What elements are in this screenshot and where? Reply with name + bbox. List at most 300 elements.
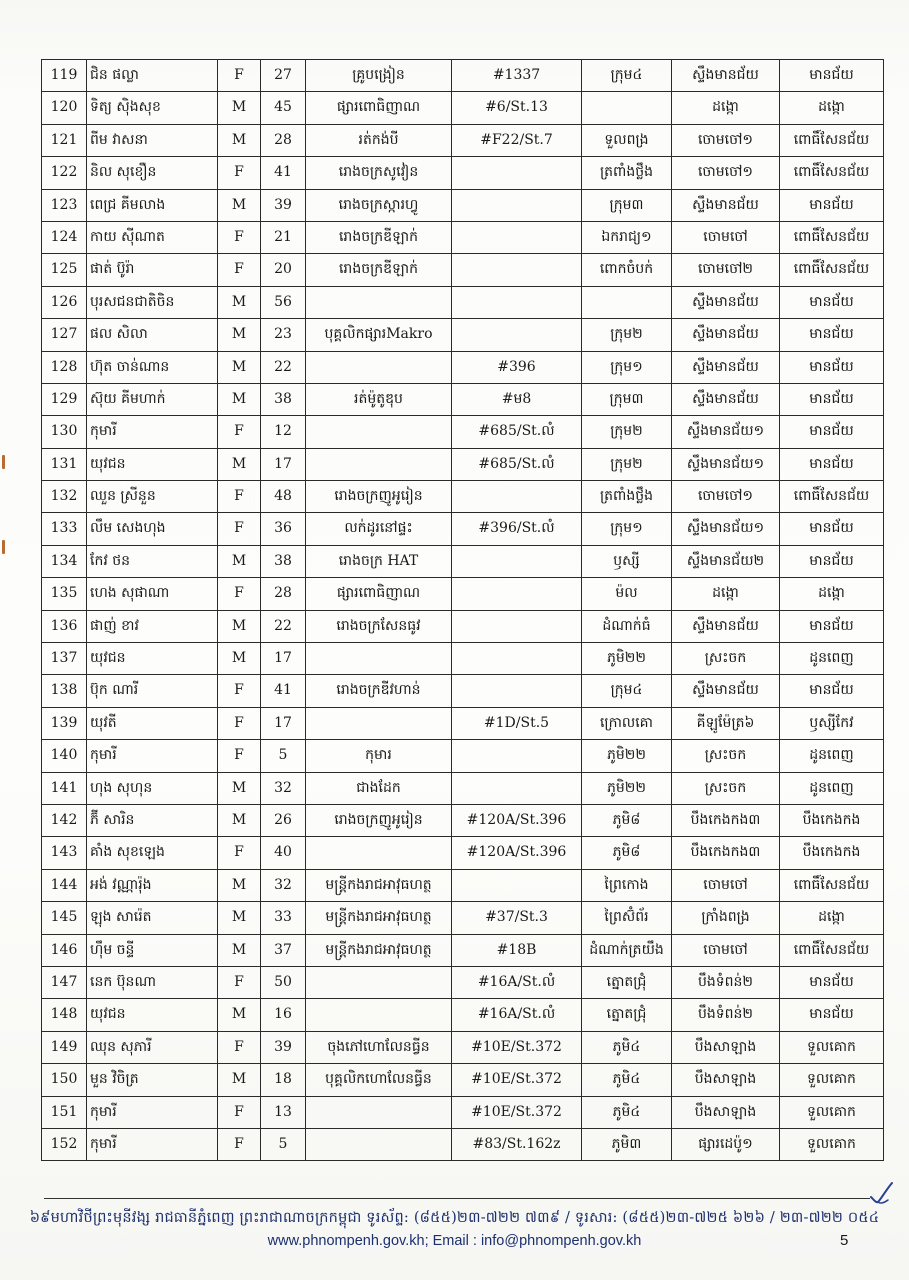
cell-age: 27 <box>261 60 306 92</box>
cell-street-location: ដំណាក់ធំ <box>582 610 672 642</box>
cell-person-name: គាំង សុខឡេង <box>87 837 218 869</box>
cell-age: 22 <box>261 610 306 642</box>
table-row <box>42 1128 884 1160</box>
cell-sex: F <box>218 837 261 869</box>
cell-row-number: 141 <box>42 772 87 804</box>
cell-commune: មានជ័យ <box>780 286 884 318</box>
cell-house-address <box>452 189 582 221</box>
cell-age: 41 <box>261 157 306 189</box>
cell-person-name: កុមារី <box>87 1096 218 1128</box>
table-row <box>42 934 884 966</box>
cell-row-number: 134 <box>42 545 87 577</box>
cell-age: 13 <box>261 1096 306 1128</box>
cell-sex: M <box>218 610 261 642</box>
cell-person-name: ស៊ុយ គីមហាក់ <box>87 383 218 415</box>
cell-village: ស្ទឹងមានជ័យ <box>672 351 780 383</box>
table-row <box>42 416 884 448</box>
cell-street-location: ត្រពាំងថ្លឹង <box>582 481 672 513</box>
cell-sex: M <box>218 189 261 221</box>
cell-house-address <box>452 157 582 189</box>
cell-row-number: 145 <box>42 902 87 934</box>
pen-check-icon <box>868 1180 894 1206</box>
cell-occupation: រត់ម៉ូតូឌុប <box>306 383 452 415</box>
cell-row-number: 122 <box>42 157 87 189</box>
cell-house-address <box>452 545 582 577</box>
cell-row-number: 125 <box>42 254 87 286</box>
cell-house-address <box>452 254 582 286</box>
cell-sex: M <box>218 448 261 480</box>
cell-village: ចោមចៅ១ <box>672 481 780 513</box>
cell-occupation: មន្ត្រីកងរាជអាវុធហត្ថ <box>306 869 452 901</box>
footer-address: ៦៩មហាវិថីព្រះមុនីវង្ស រាជធានីភ្នំពេញ ព្រះរាជាណាចក្រកម្ពុជា ទូរស័ព្ទ: (៨៥៥)២៣-៧២២ ៧៣៩ / ទូរសារ: (៨៥៥)២៣-៧២៥ ៦២៦ / ២៣-៧២២ ០៥៤ <box>29 1210 880 1226</box>
cell-village: ស្ទឹងមានជ័យ១ <box>672 416 780 448</box>
cell-commune: មានជ័យ <box>780 966 884 998</box>
cell-house-address: #1D/St.5 <box>452 707 582 739</box>
cell-village: ស្ទឹងមានជ័យ១ <box>672 448 780 480</box>
table-row <box>42 157 884 189</box>
cell-sex: F <box>218 578 261 610</box>
cell-commune: ពោធិ៍សែនជ័យ <box>780 221 884 253</box>
cell-sex: M <box>218 999 261 1031</box>
cell-person-name: កុមារី <box>87 1128 218 1160</box>
cell-age: 56 <box>261 286 306 318</box>
cell-commune: បឹងកេងកង <box>780 837 884 869</box>
footer-web-email: www.phnompenh.gov.kh; Email : info@phnompenh.gov.kh <box>267 1233 642 1249</box>
cell-person-name: ទិត្យ ស៊ិងសុខ <box>87 92 218 124</box>
cell-village: ចោមចៅ២ <box>672 254 780 286</box>
cell-row-number: 139 <box>42 707 87 739</box>
cell-age: 37 <box>261 934 306 966</box>
cell-street-location: ភូមិ៤ <box>582 1031 672 1063</box>
cell-village: ស្ទឹងមានជ័យ១ <box>672 513 780 545</box>
cell-person-name: យុវជន <box>87 643 218 675</box>
cell-street-location: ក្រុម២ <box>582 448 672 480</box>
table-row <box>42 772 884 804</box>
cell-person-name: ពីម វាសនា <box>87 124 218 156</box>
cell-sex: M <box>218 92 261 124</box>
cell-street-location: ភូមិ៣ <box>582 1128 672 1160</box>
cell-occupation: រោងចក្រឌីឡាក់ <box>306 221 452 253</box>
cell-street-location <box>582 286 672 318</box>
cell-row-number: 123 <box>42 189 87 221</box>
cell-occupation <box>306 1096 452 1128</box>
cell-street-location: ឫស្សី <box>582 545 672 577</box>
cell-village: បឹងសាឡាង <box>672 1096 780 1128</box>
cell-commune: ពោធិ៍សែនជ័យ <box>780 254 884 286</box>
cell-house-address: #10E/St.372 <box>452 1031 582 1063</box>
cell-row-number: 119 <box>42 60 87 92</box>
cell-street-location: ក្រុម២ <box>582 319 672 351</box>
cell-person-name: បុរសជនជាតិចិន <box>87 286 218 318</box>
cell-street-location: ក្រុម១ <box>582 351 672 383</box>
cell-occupation: រត់កង់បី <box>306 124 452 156</box>
cell-age: 45 <box>261 92 306 124</box>
cell-occupation: រោងចក្រឌីវហាន់ <box>306 675 452 707</box>
cell-village: ស្រះចក <box>672 740 780 772</box>
cell-house-address: #37/St.3 <box>452 902 582 934</box>
cell-person-name: ជិន ផល្លា <box>87 60 218 92</box>
cell-street-location: ភូមិ២២ <box>582 643 672 675</box>
cell-age: 39 <box>261 1031 306 1063</box>
cell-row-number: 146 <box>42 934 87 966</box>
cell-sex: M <box>218 772 261 804</box>
table-row <box>42 221 884 253</box>
cell-occupation: បុគ្គលិកហោលែនធ្វីន <box>306 1064 452 1096</box>
cell-village: ចោមចៅ <box>672 869 780 901</box>
cell-sex: F <box>218 221 261 253</box>
page-number: 5 <box>840 1232 849 1249</box>
cell-commune: ពោធិ៍សែនជ័យ <box>780 157 884 189</box>
table-row <box>42 610 884 642</box>
cell-row-number: 147 <box>42 966 87 998</box>
cell-house-address: #18B <box>452 934 582 966</box>
cell-village: ចោមចៅ <box>672 934 780 966</box>
cell-age: 21 <box>261 221 306 253</box>
cell-house-address <box>452 772 582 804</box>
cell-sex: F <box>218 60 261 92</box>
cell-village: ស្ទឹងមានជ័យ <box>672 286 780 318</box>
cell-row-number: 128 <box>42 351 87 383</box>
cell-person-name: ឈុន សុភារី <box>87 1031 218 1063</box>
cell-occupation <box>306 643 452 675</box>
cell-row-number: 140 <box>42 740 87 772</box>
cell-sex: M <box>218 319 261 351</box>
cell-row-number: 136 <box>42 610 87 642</box>
cell-house-address <box>452 578 582 610</box>
cell-house-address: #10E/St.372 <box>452 1096 582 1128</box>
cell-street-location: ក្រុម៣ <box>582 189 672 221</box>
cell-street-location: ក្រុម១ <box>582 513 672 545</box>
cell-sex: F <box>218 740 261 772</box>
cell-age: 18 <box>261 1064 306 1096</box>
cell-village: បឹងកេងកង៣ <box>672 837 780 869</box>
cell-village: ស្ទឹងមានជ័យ <box>672 675 780 707</box>
cell-house-address: #6/St.13 <box>452 92 582 124</box>
cell-person-name: ឈួន ស្រីនួន <box>87 481 218 513</box>
cell-row-number: 151 <box>42 1096 87 1128</box>
cell-age: 12 <box>261 416 306 448</box>
cell-commune: មានជ័យ <box>780 513 884 545</box>
cell-sex: M <box>218 1064 261 1096</box>
cell-street-location: ភូមិ៨ <box>582 837 672 869</box>
cell-commune: មានជ័យ <box>780 448 884 480</box>
cell-sex: F <box>218 157 261 189</box>
cell-age: 32 <box>261 869 306 901</box>
cell-village: ស្រះចក <box>672 772 780 804</box>
cell-village: បឹងកេងកង៣ <box>672 804 780 836</box>
cell-person-name: កុមារី <box>87 416 218 448</box>
cell-street-location: ត្រពាំងថ្លឹង <box>582 157 672 189</box>
cell-person-name: នេក ប៊ុនណា <box>87 966 218 998</box>
cell-occupation: ចុងភៅហោលែនធ្វីន <box>306 1031 452 1063</box>
cell-person-name: និល សុខឿន <box>87 157 218 189</box>
cell-person-name: អង់ វណ្ណារ៉ុង <box>87 869 218 901</box>
cell-row-number: 135 <box>42 578 87 610</box>
cell-sex: F <box>218 1096 261 1128</box>
cell-row-number: 149 <box>42 1031 87 1063</box>
footer-divider <box>44 1198 870 1199</box>
cell-house-address: #120A/St.396 <box>452 804 582 836</box>
cell-sex: M <box>218 286 261 318</box>
cell-street-location: ព្រៃស៊ំព័រ <box>582 902 672 934</box>
cell-village: ដង្កោ <box>672 578 780 610</box>
table-row <box>42 675 884 707</box>
cell-sex: M <box>218 804 261 836</box>
cell-house-address: #1337 <box>452 60 582 92</box>
cell-commune: ពោធិ៍សែនជ័យ <box>780 124 884 156</box>
table-row <box>42 319 884 351</box>
cell-age: 39 <box>261 189 306 221</box>
cell-street-location: ក្រោលគោ <box>582 707 672 739</box>
cell-row-number: 144 <box>42 869 87 901</box>
cell-person-name: ហ៊ុត ចាន់ណាន <box>87 351 218 383</box>
cell-age: 22 <box>261 351 306 383</box>
table-row <box>42 999 884 1031</box>
records-table <box>41 59 884 1161</box>
cell-row-number: 148 <box>42 999 87 1031</box>
cell-village: បឹងសាឡាង <box>672 1031 780 1063</box>
cell-age: 40 <box>261 837 306 869</box>
cell-person-name: ផាត់ ប៊ូរ៉ា <box>87 254 218 286</box>
cell-house-address <box>452 221 582 253</box>
cell-sex: F <box>218 1031 261 1063</box>
cell-age: 5 <box>261 740 306 772</box>
cell-sex: M <box>218 124 261 156</box>
cell-house-address <box>452 286 582 318</box>
table-row <box>42 1031 884 1063</box>
cell-sex: F <box>218 513 261 545</box>
table-row <box>42 578 884 610</box>
cell-age: 50 <box>261 966 306 998</box>
cell-sex: F <box>218 416 261 448</box>
cell-occupation: រោងចក្រសែនធូវ <box>306 610 452 642</box>
cell-occupation: ផ្សារពោធិញាណ <box>306 578 452 610</box>
cell-occupation: កុមារ <box>306 740 452 772</box>
cell-commune: មានជ័យ <box>780 351 884 383</box>
cell-row-number: 120 <box>42 92 87 124</box>
cell-occupation: គ្រូបង្រៀន <box>306 60 452 92</box>
cell-person-name: ឡុង សារ៉េត <box>87 902 218 934</box>
cell-occupation <box>306 351 452 383</box>
cell-person-name: ហ៊ឹម ចន្ទី <box>87 934 218 966</box>
cell-sex: M <box>218 383 261 415</box>
cell-age: 17 <box>261 707 306 739</box>
cell-occupation: រោងចក្រឌីឡាក់ <box>306 254 452 286</box>
table-row <box>42 707 884 739</box>
cell-row-number: 121 <box>42 124 87 156</box>
cell-age: 28 <box>261 124 306 156</box>
cell-row-number: 133 <box>42 513 87 545</box>
cell-village: ក្រាំងពង្រ <box>672 902 780 934</box>
cell-commune: ដង្កោ <box>780 578 884 610</box>
cell-commune: ដូនពេញ <box>780 643 884 675</box>
cell-sex: M <box>218 902 261 934</box>
cell-row-number: 131 <box>42 448 87 480</box>
cell-row-number: 137 <box>42 643 87 675</box>
cell-occupation: រោងចក្រស្ការហ្វូ <box>306 189 452 221</box>
cell-village: ស្រះចក <box>672 643 780 675</box>
table-body <box>42 60 884 1161</box>
table-row <box>42 804 884 836</box>
cell-village: ស្ទឹងមានជ័យ <box>672 610 780 642</box>
cell-house-address <box>452 319 582 351</box>
cell-person-name: កុមារី <box>87 740 218 772</box>
cell-age: 28 <box>261 578 306 610</box>
cell-person-name: កាយ ស៊ីណាត <box>87 221 218 253</box>
cell-street-location: ក្រុម៣ <box>582 383 672 415</box>
cell-person-name: ហេង សុផាណា <box>87 578 218 610</box>
cell-house-address: #685/St.លំ <box>452 448 582 480</box>
table-row <box>42 92 884 124</box>
cell-occupation <box>306 707 452 739</box>
cell-street-location <box>582 92 672 124</box>
cell-street-location: ក្រុម៤ <box>582 60 672 92</box>
cell-commune: ដង្កោ <box>780 92 884 124</box>
cell-street-location: ម៉ល <box>582 578 672 610</box>
cell-occupation: លក់ដូរនៅផ្ទះ <box>306 513 452 545</box>
cell-occupation <box>306 448 452 480</box>
table-row <box>42 966 884 998</box>
table-row <box>42 124 884 156</box>
table-row <box>42 286 884 318</box>
cell-sex: M <box>218 869 261 901</box>
cell-age: 16 <box>261 999 306 1031</box>
cell-village: ផ្សារដេប៉ូ១ <box>672 1128 780 1160</box>
cell-house-address: #396 <box>452 351 582 383</box>
cell-row-number: 127 <box>42 319 87 351</box>
cell-age: 17 <box>261 448 306 480</box>
cell-commune: ពោធិ៍សែនជ័យ <box>780 869 884 901</box>
cell-occupation <box>306 1128 452 1160</box>
cell-street-location: ភូមិ២២ <box>582 740 672 772</box>
cell-sex: F <box>218 707 261 739</box>
cell-house-address <box>452 643 582 675</box>
cell-person-name: ពេជ្រ គីមលាង <box>87 189 218 221</box>
cell-sex: F <box>218 1128 261 1160</box>
cell-village: បឹងទំពន់២ <box>672 966 780 998</box>
cell-age: 26 <box>261 804 306 836</box>
cell-row-number: 129 <box>42 383 87 415</box>
cell-person-name: ប៊ុក ណារី <box>87 675 218 707</box>
cell-age: 20 <box>261 254 306 286</box>
cell-house-address: #F22/St.7 <box>452 124 582 156</box>
cell-row-number: 124 <box>42 221 87 253</box>
cell-village: ស្ទឹងមានជ័យ <box>672 189 780 221</box>
cell-village: ស្ទឹងមានជ័យ២ <box>672 545 780 577</box>
cell-occupation <box>306 966 452 998</box>
cell-age: 17 <box>261 643 306 675</box>
table-row <box>42 189 884 221</box>
cell-person-name: យុវជន <box>87 448 218 480</box>
cell-occupation: រោងចក្រសូវៀន <box>306 157 452 189</box>
cell-occupation: ជាងដែក <box>306 772 452 804</box>
cell-commune: ដូនពេញ <box>780 740 884 772</box>
table-row <box>42 902 884 934</box>
cell-person-name: យុវតី <box>87 707 218 739</box>
cell-occupation <box>306 999 452 1031</box>
cell-village: បឹងទំពន់២ <box>672 999 780 1031</box>
table-row <box>42 254 884 286</box>
cell-row-number: 143 <box>42 837 87 869</box>
cell-commune: ដូនពេញ <box>780 772 884 804</box>
table-row <box>42 545 884 577</box>
cell-occupation <box>306 286 452 318</box>
cell-village: គីឡូម៉ែត្រ៦ <box>672 707 780 739</box>
cell-house-address: #83/St.162z <box>452 1128 582 1160</box>
cell-sex: M <box>218 545 261 577</box>
cell-occupation: បុគ្គលិកផ្សារMakro <box>306 319 452 351</box>
cell-age: 36 <box>261 513 306 545</box>
cell-age: 23 <box>261 319 306 351</box>
cell-age: 5 <box>261 1128 306 1160</box>
cell-street-location: ព្រៃកោង <box>582 869 672 901</box>
cell-house-address: #685/St.លំ <box>452 416 582 448</box>
cell-street-location: ដំណាក់ត្រយឹង <box>582 934 672 966</box>
cell-commune: ទួលគោក <box>780 1064 884 1096</box>
table-row <box>42 481 884 513</box>
cell-commune: ពោធិ៍សែនជ័យ <box>780 934 884 966</box>
cell-row-number: 152 <box>42 1128 87 1160</box>
cell-occupation <box>306 416 452 448</box>
table-row <box>42 1064 884 1096</box>
cell-village: បឹងសាឡាង <box>672 1064 780 1096</box>
cell-person-name: មួន វិចិត្រ <box>87 1064 218 1096</box>
table-row <box>42 60 884 92</box>
cell-person-name: ហុង សុហុន <box>87 772 218 804</box>
cell-person-name: លឹម សេងហុង <box>87 513 218 545</box>
cell-street-location: ត្នោតជ្រុំ <box>582 966 672 998</box>
cell-commune: មានជ័យ <box>780 383 884 415</box>
cell-house-address: #16A/St.លំ <box>452 999 582 1031</box>
cell-occupation: រោងចក្រ HAT <box>306 545 452 577</box>
cell-street-location: ក្រុម២ <box>582 416 672 448</box>
table-row <box>42 837 884 869</box>
cell-occupation: រោងចក្រញូអូរៀន <box>306 481 452 513</box>
cell-street-location: ភូមិ២២ <box>582 772 672 804</box>
cell-house-address <box>452 869 582 901</box>
cell-commune: បឹងកេងកង <box>780 804 884 836</box>
cell-sex: F <box>218 966 261 998</box>
cell-occupation: មន្ត្រីកងរាជអាវុធហត្ថ <box>306 934 452 966</box>
cell-occupation <box>306 837 452 869</box>
cell-person-name: កែវ ថន <box>87 545 218 577</box>
cell-village: ស្ទឹងមានជ័យ <box>672 319 780 351</box>
cell-commune: ទួលគោក <box>780 1031 884 1063</box>
cell-occupation: រោងចក្រញូអូរៀន <box>306 804 452 836</box>
cell-commune: មានជ័យ <box>780 60 884 92</box>
cell-sex: M <box>218 643 261 675</box>
cell-commune: មានជ័យ <box>780 319 884 351</box>
cell-house-address: #396/St.លំ <box>452 513 582 545</box>
cell-age: 33 <box>261 902 306 934</box>
cell-house-address: #120A/St.396 <box>452 837 582 869</box>
cell-sex: M <box>218 351 261 383</box>
cell-row-number: 150 <box>42 1064 87 1096</box>
cell-village: ចោមចៅ <box>672 221 780 253</box>
cell-street-location: ភូមិ៤ <box>582 1096 672 1128</box>
cell-person-name: ផល សិលា <box>87 319 218 351</box>
table-row <box>42 740 884 772</box>
cell-commune: ដង្កោ <box>780 902 884 934</box>
cell-commune: មានជ័យ <box>780 545 884 577</box>
cell-person-name: ផាញ់ ខាវ <box>87 610 218 642</box>
cell-house-address <box>452 740 582 772</box>
cell-sex: M <box>218 934 261 966</box>
cell-row-number: 126 <box>42 286 87 318</box>
cell-village: ស្ទឹងមានជ័យ <box>672 383 780 415</box>
cell-street-location: ទួលពង្រ <box>582 124 672 156</box>
cell-house-address: #10E/St.372 <box>452 1064 582 1096</box>
